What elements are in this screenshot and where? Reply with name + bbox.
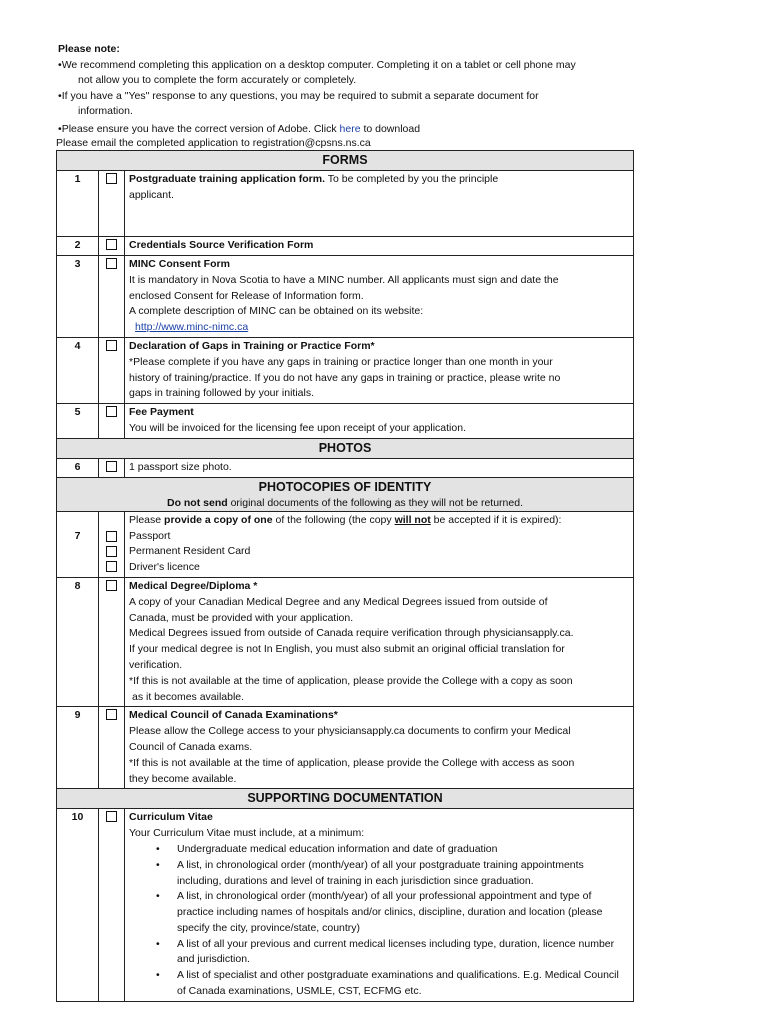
item-text-bold: provide a copy of one [164,513,273,526]
item-text: they become available. [129,772,237,785]
item-checkbox-cell [99,511,125,577]
notes-block [58,42,658,137]
checkbox[interactable] [106,811,117,822]
item-number: 1 [57,171,99,237]
item-text: If your medical degree is not In English, you must also submit an original official translation for [129,643,565,656]
checkbox[interactable] [106,461,117,472]
item-text: enclosed Consent for Release of Information form. [129,289,364,302]
checklist-row [57,171,634,237]
item-checkbox-cell [99,577,125,706]
section-photos [57,438,634,458]
checklist-row [57,337,634,403]
item-text: *Please complete if you have any gaps in training or practice longer than one month in your [129,355,553,368]
checkbox-drivers-licence[interactable] [106,561,117,572]
item-text: To be completed by you the principle [325,173,499,185]
item-title: Declaration of Gaps in Training or Practice Form* [129,339,375,352]
item-text: verification. [129,658,183,671]
item-checkbox-cell [99,256,125,338]
note-bullet-text: Please ensure you have the correct version of Adobe. Click [61,122,340,135]
item-checkbox-cell [99,707,125,789]
item-description [125,256,634,338]
item-number: 3 [57,256,99,338]
item-text: Please [129,513,165,526]
item-text: Medical Degrees issued from outside of Canada require verification through physiciansapply.ca. [129,627,574,640]
item-description [125,707,634,789]
item-text: be accepted if it is expired): [430,513,562,526]
item-text: *If this is not available at the time of application, please provide the College with access as soon [129,756,575,769]
checklist-row [57,511,634,577]
section-note-bold: Do not send [166,496,228,509]
item-checkbox-cell [99,337,125,403]
checklist-row [57,577,634,706]
checklist-table [56,150,634,1002]
note-bullet-text: not allow you to complete the form accurately or completely. [78,74,357,86]
checkbox[interactable] [106,258,117,269]
note-heading: Please note: [58,43,120,55]
item-text: A copy of your Canadian Medical Degree and any Medical Degrees issued from outside of [129,595,548,608]
checkbox-passport[interactable] [106,531,117,542]
item-checkbox-cell [99,237,125,256]
item-title: Medical Degree/Diploma * [129,579,258,592]
note-bullet-adobe: •Please ensure you have the correct version of Adobe. Click here to download [58,122,421,135]
checkbox[interactable] [106,173,117,184]
item-description: 1 passport size photo. [125,458,634,477]
section-identity [57,477,634,497]
item-text: Please allow the College access to your physiciansapply.ca documents to confirm your Medical [129,725,571,738]
item-description [125,404,634,439]
item-description [125,511,634,577]
section-note-text: original documents of the following as they will not be returned. [227,496,523,509]
item-text: It is mandatory in Nova Scotia to have a MINC number. All applicants must sign and date the [129,273,559,286]
item-title: Credentials Source Verification Form [129,239,314,251]
section-note [57,497,634,512]
section-title: FORMS [57,151,634,171]
list-item: • A list, in chronological order (month/year) of all your postgraduate training appointments including, durations and level of training in each jurisdiction since graduation. [177,858,629,890]
checkbox[interactable] [106,239,117,250]
checkbox[interactable] [106,340,117,351]
checklist-row [57,707,634,789]
item-description [125,809,634,1002]
note-bullet-text: If you have a "Yes" response to any questions, you may be required to submit a separate document for [61,89,539,102]
item-text [129,513,629,529]
item-checkbox-cell [99,404,125,439]
item-text: You will be invoiced for the licensing fee upon receipt of your application. [129,421,466,434]
item-number: 9 [57,707,99,789]
item-checkbox-cell [99,458,125,477]
section-forms [57,151,634,171]
item-text: Council of Canada exams. [129,740,253,753]
item-text: *If this is not available at the time of application, please provide the College with a copy as soon [129,674,573,687]
checklist-row [57,256,634,338]
item-number: 7 [57,511,99,577]
item-title: Curriculum Vitae [129,811,213,824]
cv-requirements-list [129,842,629,1000]
item-number: 10 [57,809,99,1002]
option-label: Permanent Resident Card [129,545,251,558]
checkbox[interactable] [106,406,117,417]
item-number: 5 [57,404,99,439]
list-item: • A list, in chronological order (month/year) of all your professional appointment and type of practice including names of hospitals and/or clinics, discipline, duration and location (please specify the city, province/state, country) [177,889,629,936]
item-text-emphasis: will not [394,513,431,526]
section-title: SUPPORTING DOCUMENTATION [57,789,634,809]
note-bullet-text: information. [78,105,133,117]
checklist-row [57,809,634,1002]
item-text: applicant. [129,188,174,201]
checklist-row [57,404,634,439]
option-label: Driver's licence [129,561,200,574]
item-number: 4 [57,337,99,403]
item-text: Canada, must be provided with your application. [129,611,354,624]
list-item: • A list of all your previous and current medical licenses including type, duration, licence number and jurisdiction. [177,937,629,969]
item-title: MINC Consent Form [129,258,230,270]
checklist-row [57,237,634,256]
item-description [125,171,634,237]
list-item: • Undergraduate medical education information and date of graduation [177,842,629,858]
minc-website-link[interactable]: http://www.minc-nimc.ca [135,321,249,334]
checkbox-resident-card[interactable] [106,546,117,557]
note-bullet-yes: •If you have a "Yes" response to any questions, you may be required to submit a separate document for information. [58,89,539,117]
item-text: gaps in training followed by your initials. [129,387,315,400]
item-description [125,577,634,706]
item-title: Medical Council of Canada Examinations* [129,709,338,722]
item-text: A complete description of MINC can be obtained on its website: [129,305,424,318]
item-description [125,337,634,403]
item-number: 8 [57,577,99,706]
item-text: history of training/practice. If you do not have any gaps in training or practice, please write no [129,371,561,384]
option-label: Passport [129,529,171,542]
checklist-row [57,458,634,477]
section-title: PHOTOCOPIES OF IDENTITY [57,477,634,497]
section-identity-note [57,497,634,512]
section-title: PHOTOS [57,438,634,458]
note-bullet-desktop: •We recommend completing this application on a desktop computer. Completing it on a tablet or cell phone may not allow you to complete the form accurately or completely. [58,58,576,86]
item-text: as it becomes available. [132,690,245,703]
checkbox[interactable] [106,580,117,591]
item-text: of the following (the copy [272,513,395,526]
item-text: Your Curriculum Vitae must include, at a minimum: [129,827,365,840]
section-supporting [57,789,634,809]
item-number: 2 [57,237,99,256]
note-bullet-text: We recommend completing this application on a desktop computer. Completing it on a tablet or cell phone may [61,58,576,71]
email-instruction: Please email the completed application to registration@cpsns.ns.ca [56,137,371,149]
item-title: Fee Payment [129,406,194,419]
list-item: • A list of specialist and other postgraduate examinations and qualifications. E.g. Medical Council of Canada examinations, USMLE, CST, ECFMG etc. [177,968,629,1000]
note-bullet-text: to download [360,122,421,135]
adobe-download-link[interactable]: here [339,122,361,135]
item-title: Postgraduate training application form. [129,173,326,185]
item-number: 6 [57,458,99,477]
item-checkbox-cell [99,171,125,237]
checkbox[interactable] [106,709,117,720]
item-checkbox-cell [99,809,125,1002]
item-description [125,237,634,256]
